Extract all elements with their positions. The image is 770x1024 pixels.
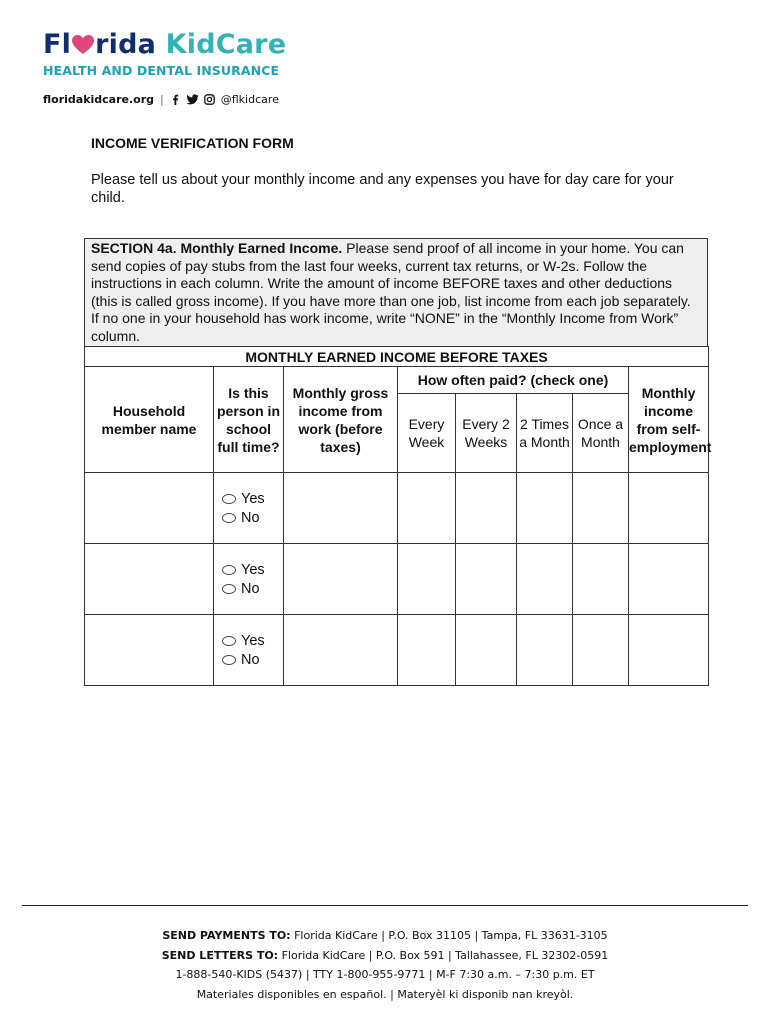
every-2-weeks-cell[interactable] [456,615,517,686]
self-employment-cell[interactable] [629,473,709,544]
no-label: No [241,651,260,668]
footer-divider [22,905,748,906]
header-every-week: Every Week [398,394,456,473]
in-school-cell [214,615,284,686]
self-employment-cell[interactable] [629,544,709,615]
yes-radio[interactable] [222,565,236,575]
yes-label: Yes [241,632,265,649]
florida-kidcare-logo [43,30,286,78]
no-radio[interactable] [222,513,236,523]
section-4a-instructions [84,238,708,346]
header-once-month: Once a Month [573,394,629,473]
2-times-month-cell[interactable] [517,473,573,544]
social-handle[interactable]: @flkidcare [220,93,279,106]
every-week-cell[interactable] [398,473,456,544]
yes-radio[interactable] [222,494,236,504]
payments-address: Florida KidCare | P.O. Box 31105 | Tampa, FL 33631-3105 [290,929,608,942]
household-member-cell[interactable] [85,615,214,686]
table-caption: MONTHLY EARNED INCOME BEFORE TAXES [85,347,709,367]
once-month-cell[interactable] [573,615,629,686]
logo-subtitle: HEALTH AND DENTAL INSURANCE [43,63,280,78]
header-2-times-month: 2 Times a Month [517,394,573,473]
instagram-icon[interactable] [204,94,215,105]
website-link[interactable]: floridakidcare.org [43,93,155,106]
every-2-weeks-cell[interactable] [456,473,517,544]
header-gross-income: Monthly gross income from work (before taxes) [284,367,398,473]
table-row [85,615,709,686]
heart-icon [72,32,94,52]
header-household-member: Household member name [85,367,214,473]
every-week-cell[interactable] [398,544,456,615]
header-self-employment: Monthly income from self-employment [629,367,709,473]
header-in-school: Is this person in school full time? [214,367,284,473]
household-member-cell[interactable] [85,473,214,544]
every-2-weeks-cell[interactable] [456,544,517,615]
form-title: INCOME VERIFICATION FORM [91,135,294,151]
in-school-cell [214,473,284,544]
yes-label: Yes [241,561,265,578]
household-member-cell[interactable] [85,544,214,615]
logo-links [43,93,279,106]
twitter-icon[interactable] [187,94,198,105]
yes-label: Yes [241,490,265,507]
table-row [85,473,709,544]
logo-name-part3: KidCare [165,29,287,60]
gross-income-cell[interactable] [284,473,398,544]
logo-name-part1: Fl [43,29,72,60]
once-month-cell[interactable] [573,473,629,544]
no-radio[interactable] [222,584,236,594]
gross-income-cell[interactable] [284,615,398,686]
in-school-cell [214,544,284,615]
yes-radio[interactable] [222,636,236,646]
once-month-cell[interactable] [573,544,629,615]
header-every-2-weeks: Every 2 Weeks [456,394,517,473]
gross-income-cell[interactable] [284,544,398,615]
income-table [84,346,712,686]
2-times-month-cell[interactable] [517,544,573,615]
header-how-often-paid: How often paid? (check one) [398,367,629,394]
no-radio[interactable] [222,655,236,665]
every-week-cell[interactable] [398,615,456,686]
logo-name-part2: rida [95,29,157,60]
table-row [85,544,709,615]
link-separator: | [160,93,164,106]
section-body: Please send proof of all income in your home. You can send copies of pay stubs from the last four weeks, current tax returns, or W-2s. Follow the instructions in each column. Write the amount of income BEFORE taxes and other deductions (this is called gross income). If you have more than one job, list income from each job separately. If no one in your household has work income, write “NONE” in the “Monthly Income from Work” column. [91,240,691,344]
intro-text: Please tell us about your monthly income and any expenses you have for day care for your child. [91,172,674,206]
logo-wordmark [43,30,286,60]
letters-label: SEND LETTERS TO: [161,948,279,962]
2-times-month-cell[interactable] [517,615,573,686]
section-heading: SECTION 4a. Monthly Earned Income. [91,240,343,256]
contact-phone-line: 1-888-540-KIDS (5437) | TTY 1-800-955-9771 | M-F 7:30 a.m. – 7:30 p.m. ET [175,968,595,981]
no-label: No [241,509,260,526]
letters-address: Florida KidCare | P.O. Box 591 | Tallahassee, FL 32302-0591 [278,948,609,962]
footer [0,926,770,1004]
no-label: No [241,580,260,597]
languages-line: Materiales disponibles en español. | Materyèl ki disponib nan kreyòl. [196,987,574,1001]
payments-label: SEND PAYMENTS TO: [162,929,291,942]
self-employment-cell[interactable] [629,615,709,686]
facebook-icon[interactable] [170,94,181,105]
